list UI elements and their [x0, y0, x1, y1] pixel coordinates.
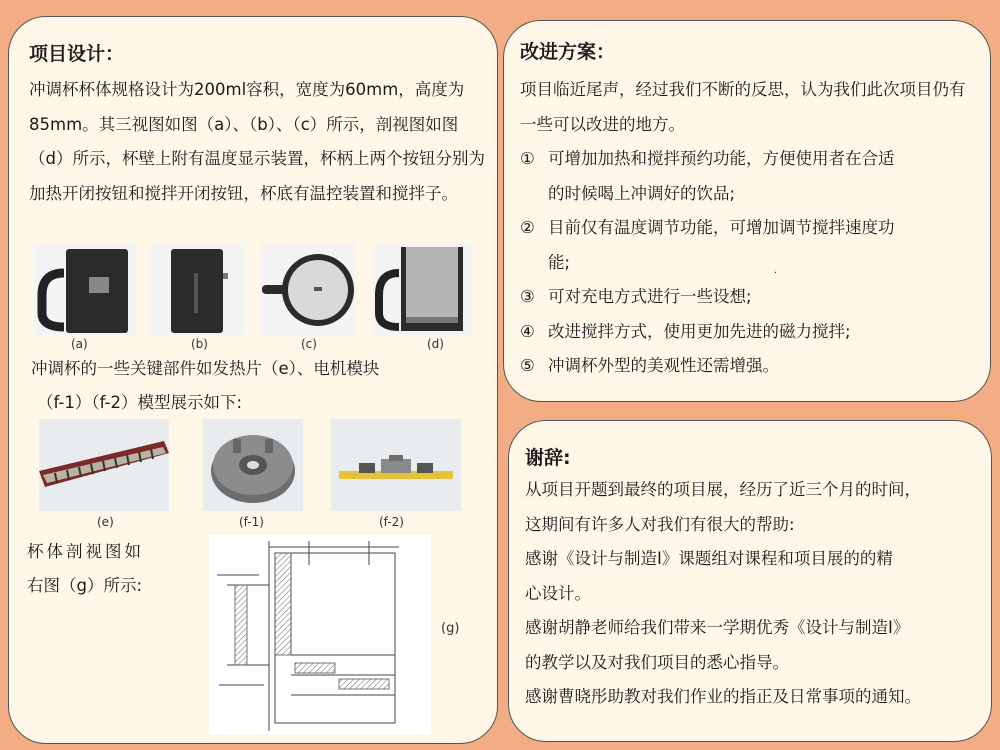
motor-module-f2-image — [331, 419, 461, 511]
improvement-item-text-continued: 的时候喝上冲调好的饮品; — [548, 183, 736, 203]
caption-b: (b) — [191, 337, 208, 351]
caption-a: (a) — [71, 337, 88, 351]
acknowledgements-body — [525, 473, 995, 715]
improvement-item-text: 目前仅有温度调节功能，可增加调节搅拌速度功 — [548, 218, 895, 237]
cup-front-view-image — [34, 243, 136, 335]
key-parts-text-line1: 冲调杯的一些关键部件如发热片（e）、电机模块 — [31, 359, 380, 378]
acknowledgement-line: 的教学以及对我们项目的悉心指导。 — [525, 652, 789, 672]
improvement-item-number: ④ — [520, 321, 535, 341]
improvement-item-number: ③ — [520, 287, 535, 306]
acknowledgement-line: 感谢胡静老师给我们带来一学期优秀《设计与制造I》 — [525, 618, 910, 637]
improvement-item-number: ① — [520, 149, 535, 168]
stray-dot: . — [774, 265, 778, 276]
acknowledgements-card — [508, 420, 992, 742]
section-view-text-line2: 右图（g）所示: — [27, 576, 143, 595]
improvement-item-text-continued: 能; — [548, 252, 571, 272]
caption-d: (d) — [427, 337, 444, 351]
improvement-intro: 项目临近尾声，经过我们不断的反思，认为我们此次项目仍有一些可以改进的地方。 — [520, 80, 966, 134]
project-design-card — [8, 16, 498, 744]
improvement-plan-card — [503, 20, 991, 402]
caption-c: (c) — [301, 337, 317, 351]
improvement-item — [520, 142, 980, 211]
cup-side-view-image — [149, 243, 245, 335]
improvement-item — [520, 315, 980, 350]
improvement-list — [520, 142, 980, 384]
section-view-text-line1: 杯体剖视图如 — [27, 542, 144, 561]
improvement-item — [520, 280, 980, 315]
cup-section-view-image — [373, 243, 471, 335]
improvement-item-text: 可增加加热和搅拌预约功能，方便使用者在合适 — [548, 149, 895, 168]
improvement-item — [520, 211, 980, 280]
caption-f1: (f-1) — [239, 515, 264, 529]
project-design-heading: 项目设计： — [29, 43, 125, 65]
improvement-item-text: 可对充电方式进行一些设想; — [548, 287, 752, 306]
cup-cross-section-drawing — [209, 535, 431, 735]
improvement-item-number: ② — [520, 218, 535, 237]
acknowledgement-line: 这期间有许多人对我们有很大的帮助: — [525, 514, 795, 534]
caption-e: (e) — [97, 515, 114, 529]
caption-f2: (f-2) — [379, 515, 404, 529]
heating-plate-image — [39, 419, 169, 511]
improvement-item-number: ⑤ — [520, 356, 535, 375]
cup-top-view-image — [260, 243, 356, 335]
improvement-heading: 改进方案： — [520, 41, 616, 63]
acknowledgement-line: 从项目开题到最终的项目展，经历了近三个月的时间， — [525, 480, 921, 499]
improvement-item — [520, 349, 980, 384]
motor-module-f1-image — [203, 419, 303, 511]
caption-g: (g) — [441, 621, 460, 636]
project-design-paragraph: 冲调杯杯体规格设计为200ml容积，宽度为60mm，高度为85mm。其三视图如图（a）、（b）、（c）所示，剖视图如图（d）所示，杯壁上附有温度显示装置，杯柄上两个按钮分别为加热开闭按钮和搅拌开闭按钮，杯底有温控装置和搅拌子。 — [29, 80, 485, 203]
improvement-item-text: 改进搅拌方式，使用更加先进的磁力搅拌; — [548, 321, 851, 341]
acknowledgement-line: 感谢曹晓彤助教对我们作业的指正及日常事项的通知。 — [525, 687, 921, 706]
improvement-item-text: 冲调杯外型的美观性还需增强。 — [548, 356, 779, 375]
key-parts-text-line2: （f-1）（f-2）模型展示如下: — [37, 393, 243, 412]
acknowledgement-line: 心设计。 — [525, 583, 591, 603]
acknowledgement-line: 感谢《设计与制造I》课题组对课程和项目展的的精 — [525, 549, 893, 568]
acknowledgements-heading: 谢辞: — [525, 447, 571, 469]
